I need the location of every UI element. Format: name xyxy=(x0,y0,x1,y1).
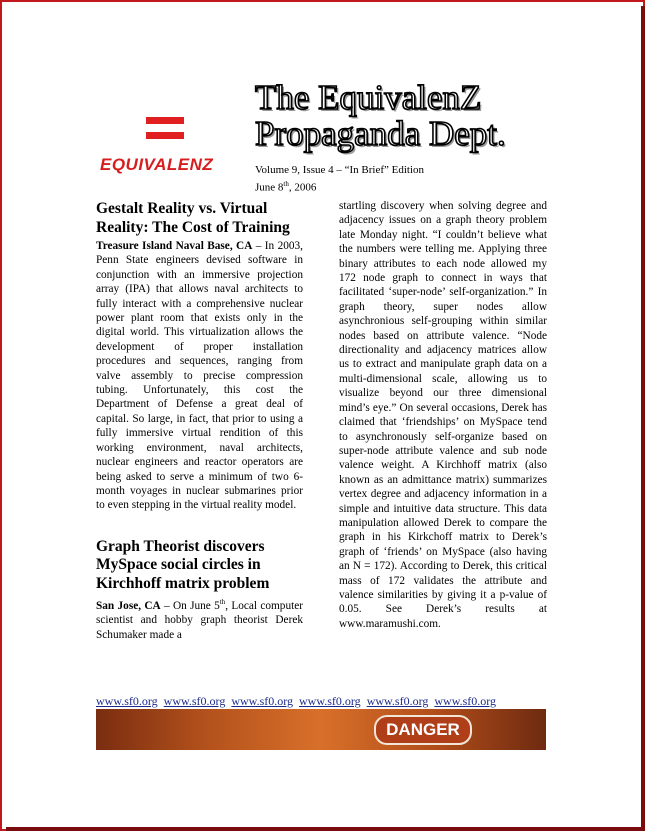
article2-sup: th xyxy=(219,598,226,607)
issue-info xyxy=(255,163,424,195)
footer-links xyxy=(96,694,499,709)
equals-sign-icon xyxy=(146,117,184,139)
issue-date xyxy=(255,177,424,195)
date-main: June 8 xyxy=(255,181,284,194)
article2-text-b: , Local computer scientist and hobby graph theorist Derek Schumaker made a xyxy=(96,599,304,641)
article2-body xyxy=(96,595,303,642)
page-shadow-bottom xyxy=(6,827,645,831)
article2-text-a: – On June 5 xyxy=(160,599,220,612)
footer-link[interactable]: www.sf0.org xyxy=(231,694,294,708)
article1-headline: Gestalt Reality vs. Virtual Reality: The Cost of Training xyxy=(96,200,290,236)
article1-body xyxy=(96,239,303,513)
issue-line: Volume 9, Issue 4 – “In Brief” Edition xyxy=(255,164,425,176)
title-line-2: Propaganda Dept. xyxy=(255,114,506,153)
footer-link[interactable]: www.sf0.org xyxy=(299,694,361,708)
logo-text: EQUIVALENZ xyxy=(100,155,214,174)
right-column xyxy=(339,199,547,631)
danger-sign: DANGER xyxy=(374,715,472,745)
left-column xyxy=(96,200,303,642)
date-year: , 2006 xyxy=(288,181,317,194)
newsletter-title xyxy=(255,80,506,152)
date-suffix: th xyxy=(283,180,289,188)
page-shadow-right xyxy=(641,6,645,831)
article2-headline: Graph Theorist discovers MySpace social circles in Kirchhoff matrix problem xyxy=(96,537,270,592)
danger-banner xyxy=(96,709,546,750)
footer-link[interactable]: www.sf0.org xyxy=(163,694,226,708)
article2-continued: startling discovery when solving degree and adjacency issues on a graph theory problem late Monday night. “I couldn’t believe what the numbers were telling me. Applying three binary attributes to each node allowed my 172 node graph to connect in ways that facilitated ‘super-node’ self-organization.” In graph theory, super nodes allow asynchronious self-grouping within similar nodes based on attribute valence. “Node directionality and adjacency matrices allow us to extract and manipulate graph data on a multi-dimensional scale, allowing us to visualize beyond our three dimensional mind’s eye.” On several occasions, Derek has claimed that ‘friendships’ on MySpace tend to asynchronously self-organize based on super-node attribute valence and sub node valence weight. A Kirchhoff matrix (also known as an admittance matrix) summarizes vertex degree and adjacency information in a simple and intuitive data structure. This data manipulation allowed Derek to compare the graph in his Kirkchoff matrix to Derek’s graph of ‘friends’ on MySpace (also having an N = 172). According to Derek, this critical mass of 172 validates the attribute and valence similarities by giving it a p-value of 0.05. See Derek’s results at www.maramushi.com. xyxy=(339,200,547,630)
footer-link[interactable]: www.sf0.org xyxy=(96,694,158,708)
article1-dateline: Treasure Island Naval Base, CA xyxy=(96,240,253,252)
footer-link[interactable]: www.sf0.org xyxy=(434,694,497,708)
footer-link[interactable]: www.sf0.org xyxy=(366,694,429,708)
equivalenz-logo xyxy=(96,83,234,185)
article2-dateline: San Jose, CA xyxy=(96,599,161,612)
title-line-1: The EquivalenZ xyxy=(255,78,482,117)
article1-text: – In 2003, Penn State engineers devised software in conjunction with an immersive projection array (IPA) that allows naval architects to fully interact with a comprehensive nuclear power plant room that exists only in the digital world. This virtualization allows the development of proper installation procedures and sequences, ranging from valve assembly to precise compression tubing. Unfortunately, this cost the Department of Defense a great deal of capital. So large, in fact, that prior to using a fully immersive virtual rendition of this working environment, naval architects, nuclear engineers and reactor operators are being asked to serve a minimum of two 6-month voyages in nuclear submarines prior to even stepping in the virtual reality model. xyxy=(96,240,304,512)
